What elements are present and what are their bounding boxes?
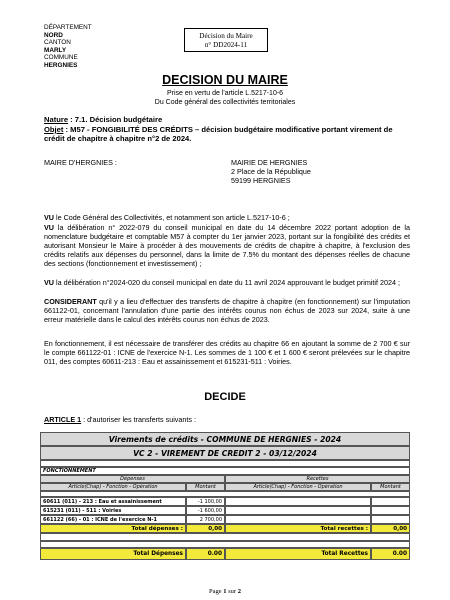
mairie-address: [231, 158, 311, 186]
header-line: COMMUNE: [44, 54, 78, 62]
credit-transfer-table: [40, 432, 410, 564]
table-row-empty: [371, 506, 410, 515]
objet-label: Objet: [44, 125, 64, 134]
table-row-article: 615231 (011) - 511 : Voiries: [40, 506, 186, 515]
total-depenses-label: Total dépenses :: [40, 524, 186, 533]
considerant-label: CONSIDERANT: [44, 297, 97, 306]
department-header: [44, 24, 92, 70]
header-line: DÉPARTEMENT: [44, 24, 92, 31]
header-line: HERGNIES: [44, 61, 78, 69]
table-row-montant: 2 700,00: [186, 515, 225, 524]
footer-mid: sur: [226, 588, 238, 595]
subtitle-line: Prise en vertu de l'article L.5217-10-6: [166, 90, 284, 97]
table-row-empty: [371, 497, 410, 506]
footer-page-total: 2: [237, 588, 241, 595]
vu-text: la délibération n° 2022-079 du conseil municipal en date du 14 décembre 2022 portant adoption de la nomenclature budgétaire et comptable M57 à compter du 1er janvier 2023, portant sur la fongibilité des crédits et autorisant Monsieur le Maire à procéder à des mouvements de crédits de chapitre à chapitre, à l'exclusion des crédits relatifs aux dépenses du personnel, dans la limite de 7.5% du montant des dépenses réelles de chacune des sections (fonctionnement et investissement) ;: [44, 222, 410, 269]
table-spacer: [40, 541, 410, 548]
decision-reference-box: [184, 28, 268, 52]
considerant-paragraph: [44, 297, 410, 325]
table-row-empty: [225, 515, 371, 524]
page-title: DECISION DU MAIRE: [162, 73, 288, 87]
nature-line: [44, 115, 410, 124]
table-row-article: 661122 (66) - 01 : ICNE de l'exercice N-1: [40, 515, 186, 524]
table-spacer: [40, 460, 410, 467]
decide-heading: DECIDE: [204, 391, 246, 403]
footer-page-number: 1: [223, 588, 227, 595]
table-title: Virements de crédits - COMMUNE DE HERGNIES - 2024: [40, 432, 410, 446]
depenses-header: Dépenses: [40, 475, 225, 483]
vu-text: la délibération n°2024-020 du conseil municipal en date du 11 avril 2024 approuvant le budget primitif 2024 ;: [54, 278, 400, 287]
decision-number: n° DD2024-11: [204, 41, 248, 49]
table-row-article: 60611 (011) - 213 : Eau et assainissement: [40, 497, 186, 506]
section-label: FONCTIONNEMENT: [40, 467, 410, 475]
vu-label: VU: [44, 222, 54, 232]
header-line: MARLY: [44, 46, 67, 54]
address-line: MAIRIE DE HERGNIES: [231, 158, 308, 167]
address-line: 2 Place de la République: [231, 167, 311, 177]
grand-total-depenses-label: Total Dépenses: [40, 548, 186, 560]
vu-paragraph: [44, 278, 410, 287]
grand-total-recettes-label: Total Recettes: [225, 548, 371, 560]
table-subtitle: VC 2 - VIREMENT DE CREDIT 2 - 03/12/2024: [40, 446, 410, 460]
nature-label: Nature: [44, 115, 69, 124]
table-row-montant: -1 100,00: [186, 497, 225, 506]
recettes-article-header: Article(Chap) - Fonction - Opération: [225, 483, 371, 491]
total-recettes-value: 0,00: [371, 524, 410, 533]
total-depenses-value: 0,00: [186, 524, 225, 533]
page-footer: [0, 588, 450, 595]
decision-label: Décision du Maire: [199, 32, 253, 40]
vu-paragraph: [44, 223, 410, 269]
maire-label: MAIRE D'HERGNIES :: [44, 158, 117, 167]
footer-prefix: Page: [209, 588, 224, 595]
total-recettes-label: Total recettes :: [225, 524, 371, 533]
depenses-article-header: Article(Chap) - Fonction - Opération: [40, 483, 186, 491]
header-line: NORD: [44, 31, 63, 39]
vu-paragraph: [44, 213, 410, 222]
subtitle-line: Du Code général des collectivités territoriales: [154, 99, 296, 106]
article-1: [44, 415, 196, 424]
table-row-empty: [225, 497, 371, 506]
objet-text: : M57 - FONGIBILITÉ DES CRÉDITS – décision budgétaire modificative portant virement de crédit de chapitre à chapitre n°2 de 2024.: [44, 125, 393, 144]
considerant-text: qu'il y a lieu d'effectuer des transferts de chapitre à chapitre (en fonctionnement) sur l'imputation 661122-01, concernant l'annulation d'une partie des intérêts courus non échus de 2023 sur 2024, suite à une erreur matérielle dans le calcul des intérêts courus non échus de 2023.: [44, 297, 410, 325]
vu-label: VU: [44, 278, 54, 287]
depenses-montant-header: Montant: [186, 483, 225, 491]
table-row-empty: [225, 506, 371, 515]
table-spacer: [40, 533, 410, 541]
article-text: : d'autoriser les transferts suivants :: [81, 415, 196, 424]
address-line: 59199 HERGNIES: [231, 176, 291, 186]
recettes-header: Recettes: [225, 475, 410, 483]
grand-total-recettes-value: 0.00: [371, 548, 410, 560]
table-row-empty: [371, 515, 410, 524]
article-label: ARTICLE 1: [44, 415, 82, 424]
vu-text: le Code Général des Collectivités, et notamment son article L.5217-10-6 ;: [54, 213, 290, 222]
recettes-montant-header: Montant: [371, 483, 410, 491]
table-row-montant: -1 600,00: [186, 506, 225, 515]
nature-text: : 7.1. Décision budgétaire: [68, 115, 163, 124]
body-paragraph: En fonctionnement, il est nécessaire de transférer des crédits au chapitre 66 en ajoutant la somme de 2 700 € sur le compte 661122-01 : ICNE de l'exercice N-1. Les sommes de 1 100 € et 1 600 € seront prélevées sur le chapitre 011, des comptes 60611-213 : Eau et assainissement et 615231-511 : Voiries.: [44, 339, 410, 367]
grand-total-depenses-value: 0.00: [186, 548, 225, 560]
header-line: CANTON: [44, 39, 71, 47]
vu-label: VU: [44, 213, 54, 222]
objet-line: [44, 125, 410, 144]
